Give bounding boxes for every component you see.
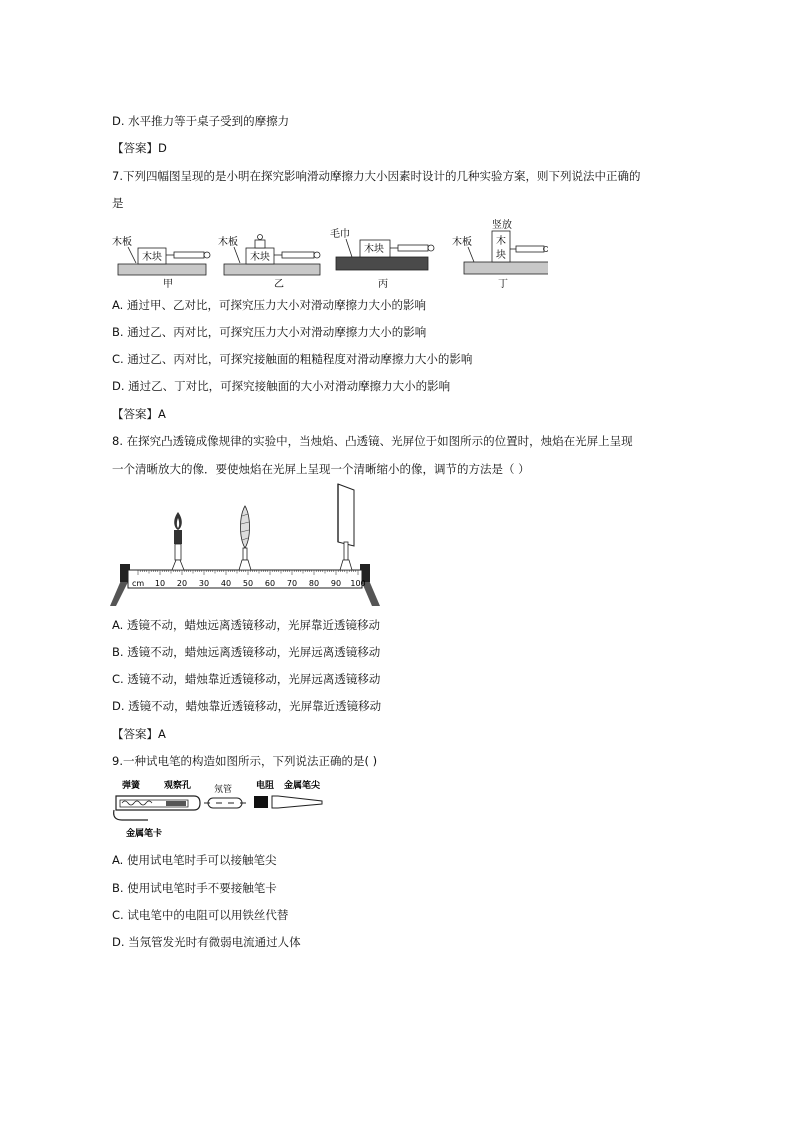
- metal-clip: [114, 810, 148, 820]
- q9-option-d: D. 当氖管发光时有微弱电流通过人体: [112, 935, 301, 949]
- orientation-label: 竖放: [492, 220, 512, 231]
- ruler-tick-label: 80: [308, 579, 320, 588]
- test-pen-figure: [108, 776, 336, 842]
- board: [464, 262, 548, 274]
- block-label-bottom: 块: [496, 250, 506, 261]
- q9-stem: 9.一种试电笔的构造如图所示，下列说法正确的是( ): [112, 754, 378, 768]
- ruler-tick-label: 40: [220, 579, 232, 588]
- resistor-label: 电阻: [256, 781, 275, 791]
- q7-option-d: D. 通过乙、丁对比，可探究接触面的大小对滑动摩擦力大小的影响: [112, 379, 451, 393]
- q8-answer: 【答案】A: [112, 727, 166, 741]
- observation-window: [166, 801, 186, 806]
- q6-answer: 【答案】D: [112, 141, 167, 155]
- tip-label: 金属笔尖: [284, 781, 321, 791]
- caption: 丙: [378, 279, 388, 290]
- ruler-tick-label: 70: [286, 579, 298, 588]
- block-label-top: 木: [496, 236, 506, 247]
- ruler-tick-label: 60: [264, 579, 276, 588]
- q7-stem-line1: 7.下列四幅图呈现的是小明在探究影响滑动摩擦力大小因素时设计的几种实验方案，则下列说法中正确的: [112, 169, 641, 183]
- spring-scale: [174, 252, 204, 258]
- q8-option-a: A. 透镜不动，蜡烛远离透镜移动，光屏靠近透镜移动: [112, 618, 380, 632]
- board: [118, 264, 206, 275]
- q8-stem-line1: 8. 在探究凸透镜成像规律的实验中，当烛焰、凸透镜、光屏位于如图所示的位置时，烛焰在光屏上呈现: [112, 434, 633, 448]
- light-screen: [338, 484, 354, 570]
- setup-bing: [330, 227, 434, 290]
- weight: [255, 240, 265, 248]
- q9-option-b: B. 使用试电笔时手不要接触笔卡: [112, 881, 277, 895]
- ruler-unit: cm: [132, 579, 145, 588]
- q9-option-c: C. 试电笔中的电阻可以用铁丝代替: [112, 908, 289, 922]
- spring-scale: [282, 252, 314, 258]
- setup-ding: [452, 218, 548, 290]
- surface-label: 木板: [218, 237, 238, 248]
- q7-option-c: C. 通过乙、丙对比，可探究接触面的粗糙程度对滑动摩擦力大小的影响: [112, 352, 473, 366]
- friction-experiment-figure: [108, 215, 548, 290]
- clip-label: 金属笔卡: [126, 829, 163, 839]
- ruler-tick-label: 10: [154, 579, 166, 588]
- towel: [336, 257, 428, 270]
- block-label: 木块: [250, 252, 270, 263]
- candle: [172, 512, 184, 570]
- pen-body: [114, 796, 200, 820]
- spring-scale: [398, 245, 428, 251]
- ruler-tick-label: 20: [176, 579, 188, 588]
- ruler-tick-label: 50: [242, 579, 254, 588]
- convex-lens: [239, 506, 251, 570]
- surface-label: 毛巾: [330, 229, 350, 240]
- optical-bench-figure: [108, 482, 386, 608]
- ruler-tick-label: 100: [350, 579, 366, 588]
- q8-option-c: C. 透镜不动，蜡烛靠近透镜移动，光屏远离透镜移动: [112, 672, 381, 686]
- board: [224, 264, 320, 275]
- caption: 甲: [163, 279, 173, 290]
- neon-label: 氖管: [214, 785, 233, 795]
- ruler-tick-label: 90: [330, 579, 342, 588]
- spring-label: 弹簧: [122, 781, 141, 791]
- block-label: 木块: [142, 252, 162, 263]
- caption: 乙: [274, 279, 284, 290]
- q8-option-b: B. 透镜不动，蜡烛远离透镜移动，光屏远离透镜移动: [112, 645, 381, 659]
- q7-option-b: B. 通过乙、丙对比，可探究压力大小对滑动摩擦力大小的影响: [112, 325, 427, 339]
- q7-answer: 【答案】A: [112, 407, 166, 421]
- left-leg: [110, 578, 130, 606]
- setup-jia: [112, 235, 210, 290]
- q8-option-d: D. 透镜不动，蜡烛靠近透镜移动，光屏靠近透镜移动: [112, 699, 382, 713]
- neon-tube: [204, 798, 246, 808]
- q8-stem-line2: 一个清晰放大的像．要使烛焰在光屏上呈现一个清晰缩小的像，调节的方法是（ ）: [112, 462, 530, 476]
- q9-option-a: A. 使用试电笔时手可以接触笔尖: [112, 853, 277, 867]
- q7-option-a: A. 通过甲、乙对比，可探究压力大小对滑动摩擦力大小的影响: [112, 298, 426, 312]
- setup-yi: [218, 235, 320, 291]
- surface-label: 木板: [112, 237, 132, 248]
- caption: 丁: [498, 279, 508, 290]
- ruler-tick-label: 30: [198, 579, 210, 588]
- resistor: [254, 796, 268, 808]
- q7-stem-line2: 是: [112, 196, 124, 210]
- spring-scale: [516, 246, 544, 252]
- block-label: 木块: [364, 244, 384, 255]
- window-label: 观察孔: [164, 781, 192, 791]
- surface-label: 木板: [452, 237, 472, 248]
- q6-option-d: D. 水平推力等于桌子受到的摩擦力: [112, 114, 290, 128]
- metal-tip: [272, 796, 322, 808]
